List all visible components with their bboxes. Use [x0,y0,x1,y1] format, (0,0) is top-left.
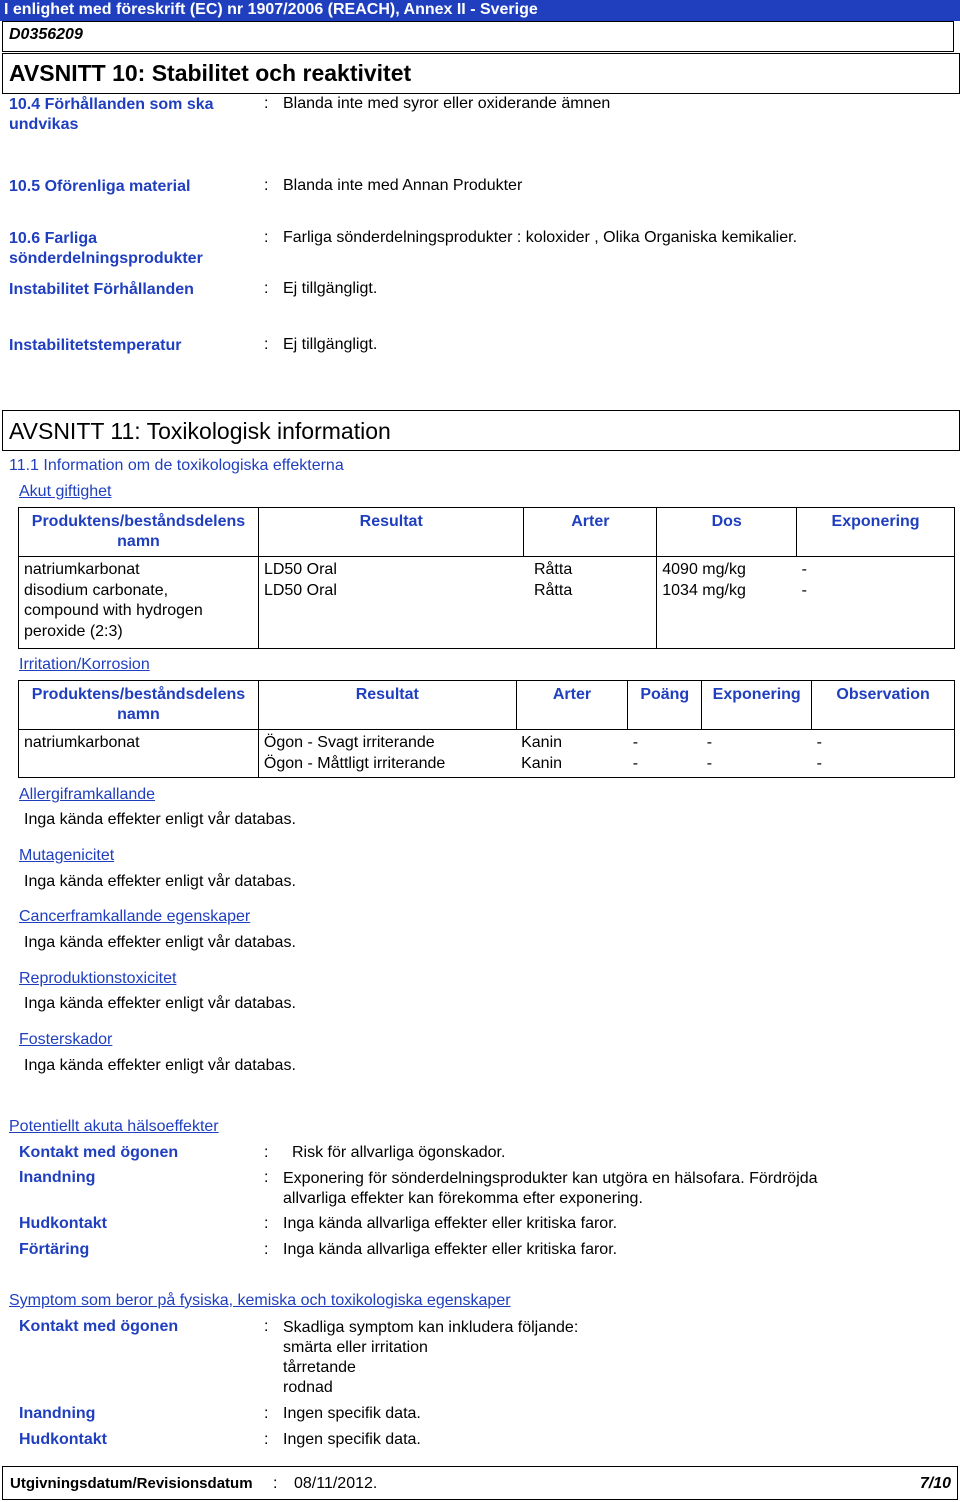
row-colon: : [264,1431,269,1448]
col-header-exposure: Exponering [797,508,955,557]
document-title: I enlighet med föreskrift (EC) nr 1907/2006 (REACH), Annex II - Sverige [4,1,538,18]
symptom-inhalation-label: Inandning [19,1405,96,1422]
section-10-heading-box [2,53,960,94]
table-row [19,557,955,649]
teratogenicity-title: Fosterskador [19,1031,113,1048]
acute-toxicity-table [18,507,955,649]
footer-box [2,1466,958,1500]
symptom-skin-label: Hudkontakt [19,1431,107,1448]
ingestion-value: Inga kända allvarliga effekter eller kritiska faror. [283,1241,618,1258]
cell-observation: - - [812,730,955,778]
row-value-conditions: Blanda inte med syror eller oxiderande ämnen [283,95,611,112]
skin-contact-value: Inga kända allvarliga effekter eller kritiska faror. [283,1215,618,1232]
acute-toxicity-title: Akut giftighet [19,483,112,500]
cell-result: LD50 Oral LD50 Oral [258,557,524,649]
allergy-title: Allergiframkallande [19,786,156,803]
table-header-row [19,681,955,730]
footer-date: 08/11/2012. [294,1475,378,1492]
col-header-exposure: Exponering [702,681,812,730]
row-colon: : [264,177,269,194]
mutagenicity-title: Mutagenicitet [19,847,115,864]
footer-colon: : [273,1475,278,1492]
section-10-heading: AVSNITT 10: Stabilitet och reaktivitet [9,60,412,86]
col-header-name: Produktens/beståndsdelens namn [19,681,259,730]
row-colon: : [264,1215,269,1232]
page-number: 7/10 [919,1475,951,1492]
col-header-observation: Observation [812,681,955,730]
carcinogenicity-text: Inga kända effekter enligt vår databas. [24,934,296,951]
irritation-title: Irritation/Korrosion [19,656,150,673]
symptom-eye-value: Skadliga symptom kan inkludera följande: smärta eller irritation tårretande rodnad [283,1319,579,1396]
inhalation-label: Inandning [19,1169,96,1186]
document-title-bar [0,0,960,21]
doc-id-box [2,21,954,52]
col-header-name: Produktens/beståndsdelens namn [19,508,259,557]
col-header-score: Poäng [628,681,702,730]
section-11-heading: AVSNITT 11: Toxikologisk information [9,418,391,444]
row-colon: : [264,1144,269,1161]
cell-name: natriumkarbonat [19,730,259,778]
col-header-species: Arter [516,681,628,730]
col-header-result: Resultat [258,508,524,557]
symptom-inhalation-value: Ingen specifik data. [283,1405,421,1422]
carcinogenicity-title: Cancerframkallande egenskaper [19,908,251,925]
cell-exposure: - - [702,730,812,778]
row-value-incompatible: Blanda inte med Annan Produkter [283,177,523,194]
row-colon: : [264,1405,269,1422]
cell-species: Råtta Råtta [524,557,657,649]
table-header-row [19,508,955,557]
cell-score: - - [628,730,702,778]
row-colon: : [264,336,269,353]
col-header-result: Resultat [258,681,516,730]
cell-name: natriumkarbonat disodium carbonate, compound with hydrogen peroxide (2:3) [19,557,259,649]
row-colon: : [264,1241,269,1258]
irritation-table [18,680,955,778]
skin-contact-label: Hudkontakt [19,1215,107,1232]
table-row [19,730,955,778]
row-colon: : [264,95,269,112]
allergy-text: Inga kända effekter enligt vår databas. [24,811,296,828]
symptoms-title: Symptom som beror på fysiska, kemiska och toxikologiska egenskaper [9,1292,511,1309]
eye-contact-label: Kontakt med ögonen [19,1144,179,1161]
row-colon: : [264,1169,269,1186]
ingestion-label: Förtäring [19,1241,90,1258]
symptom-eye-label: Kontakt med ögonen [19,1318,179,1335]
row-label-incompatible: 10.5 Oförenliga material [9,178,191,195]
row-colon: : [264,1318,269,1335]
cell-exposure: - - [797,557,955,649]
row-colon: : [264,229,269,246]
acute-effects-title: Potentiellt akuta hälsoeffekter [9,1118,219,1135]
row-value-instability: Ej tillgängligt. [283,280,378,297]
col-header-dose: Dos [657,508,797,557]
row-value-instability-temp: Ej tillgängligt. [283,336,378,353]
row-label-instability-temp: Instabilitetstemperatur [9,337,182,354]
symptom-skin-value: Ingen specifik data. [283,1431,421,1448]
reproductive-toxicity-title: Reproduktionstoxicitet [19,970,177,987]
col-header-species: Arter [524,508,657,557]
inhalation-value: Exponering för sönderdelningsprodukter kan utgöra en hälsofara. Fördröjda allvarliga effekter kan förekomma efter exponering. [283,1170,818,1207]
reproductive-toxicity-text: Inga kända effekter enligt vår databas. [24,995,296,1012]
doc-id: D0356209 [9,26,83,43]
row-label-decomposition: 10.6 Farliga sönderdelningsprodukter [9,230,203,267]
section-11-subheading: 11.1 Information om de toxikologiska effekterna [9,457,344,474]
row-label-instability: Instabilitet Förhållanden [9,281,194,298]
cell-dose: 4090 mg/kg 1034 mg/kg [657,557,797,649]
eye-contact-value: Risk för allvarliga ögonskador. [292,1144,506,1161]
row-colon: : [264,280,269,297]
row-label-conditions: 10.4 Förhållanden som ska undvikas [9,96,214,133]
footer-label: Utgivningsdatum/Revisionsdatum [10,1475,253,1492]
teratogenicity-text: Inga kända effekter enligt vår databas. [24,1057,296,1074]
cell-species: Kanin Kanin [516,730,628,778]
section-11-heading-box [2,410,960,451]
row-value-decomposition: Farliga sönderdelningsprodukter : koloxider , Olika Organiska kemikalier. [283,229,798,246]
cell-result: Ögon - Svagt irriterande Ögon - Måttligt irriterande [258,730,516,778]
mutagenicity-text: Inga kända effekter enligt vår databas. [24,873,296,890]
